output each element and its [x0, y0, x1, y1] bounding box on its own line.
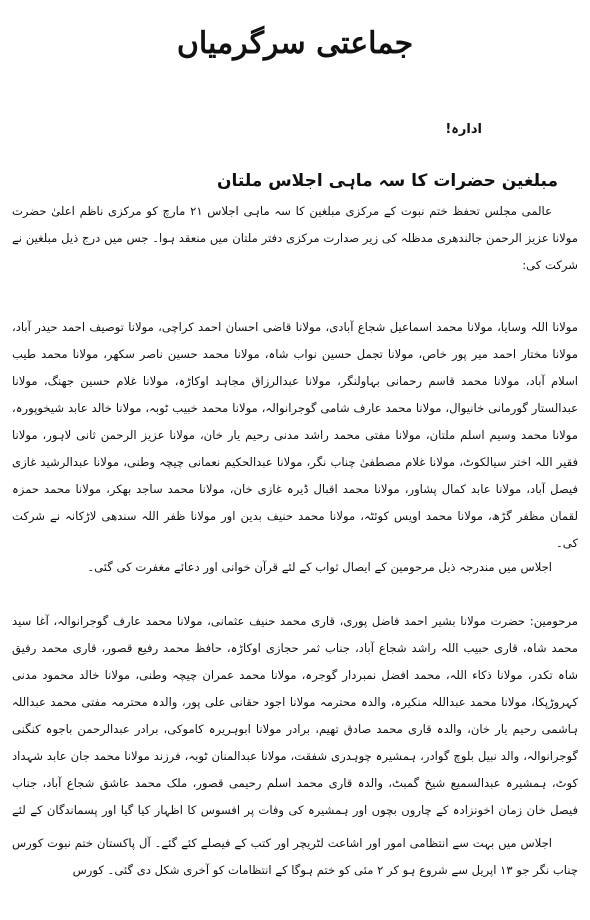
intro-paragraph: عالمی مجلس تحفظ ختم نبوت کے مرکزی مبلغین کا سہ ماہی اجلاس ۲۱ مارچ کو مرکزی ناظم اعلیٰ حضرت مولانا عزیز الرحمن جالندھری مدظلہ کی زیر صدارت مرکزی دفتر ملتان میں منعقد ہوا۔ جس میں درج ذیل مبلغین نے شرکت کی:	[12, 204, 578, 272]
byline: ادارہ!	[445, 122, 482, 137]
section-heading: مبلغین حضرات کا سہ ماہی اجلاس ملتان	[217, 171, 558, 191]
page-title: جماعتی سرگرمیاں	[176, 26, 414, 61]
attendees-paragraph: مولانا اللہ وسایا، مولانا محمد اسماعیل شجاع آبادی، مولانا قاضی احسان احمد کراچی، مولانا توصیف احمد حیدر آباد، مولانا مختار احمد میر پور خاص، مولانا تجمل حسین نواب شاہ، مولانا محمد حسین ناصر سکھر، مولانا محمد طیب اسلام آباد، مولانا محمد قاسم رحمانی بہاولنگر، مولانا عبدالرزاق مجاہد اوکاڑہ، مولانا غلام حسین جھنگ، مولانا عبدالستار گورمانی خانیوال، مولانا محمد عارف شامی گوجرانوالہ، مولانا محمد خبیب ٹوبہ، مولانا خالد عابد شیخوپورہ، مولانا محمد وسیم اسلم ملتان، مولانا مفتی محمد راشد مدنی رحیم یار خان، مولانا عزیز الرحمن ثانی لاہور، مولانا فقیر اللہ اختر سیالکوٹ، مولانا غلام مصطفیٰ چناب نگر، مولانا عبدالحکیم نعمانی چیچہ وطنی، مولانا عبدالرشید غازی فیصل آباد، مولانا عابد کمال پشاور، مولانا محمد اقبال ڈیرہ غازی خان، مولانا محمد ساجد بھکر، مولانا محمد حمزہ لقمان مظفر گڑھ، مولانا محمد اویس کوئٹہ، مولانا محمد حنیف بدین اور مولانا ظفر اللہ سندھی لاڑکانہ نے شرکت کی۔	[12, 320, 578, 550]
decisions-paragraph: اجلاس میں بہت سے انتظامی امور اور اشاعت لٹریچر اور کتب کے فیصلے کئے گئے۔ آل پاکستان ختم نبوت کورس چناب نگر جو ۱۳ اپریل سے شروع ہو کر ۲ مئی کو ختم ہوگا کے انتظامات کو آخری شکل دی گئی۔ کورس	[12, 836, 578, 877]
deceased-list-paragraph: مرحومین: حضرت مولانا بشیر احمد فاضل پوری، قاری محمد حنیف عثمانی، مولانا محمد عارف گوجرانوالہ، آغا سید محمد شاہ، قاری حبیب اللہ راشد شجاع آباد، جناب ثمر حجازی اوکاڑہ، حافظ محمد رفیع قصور، قاری محمد رفیق شاہ تکدر، مولانا ذکاء اللہ، محمد افضل نمبردار گوجرہ، مولانا محمد عمران چیچہ وطنی، مولانا خالد محمود مدنی کہروڑپکا، مولانا محمد عبداللہ منکیرہ، والدہ محترمہ مولانا اجود حقانی علی پور، والدہ محترمہ مفتی محمد عبداللہ ہاشمی رحیم یار خان، والدہ قاری محمد صادق تھیم، برادر مولانا ابوہریرہ کاموکی، برادر عبدالرحمن باجوہ کنگنی گوجرانوالہ، والد نبیل بلوچ گوادر، ہمشیرہ چوہدری شفقت، مولانا عبدالمنان ٹوبہ، فرزند مولانا محمد جان عابد شہداد کوٹ، ہمشیرہ عبدالسمیع شیخ گمبٹ، والدہ قاری محمد اسلم رحیمی قصور، ملک محمد عاشق شجاع آباد، جناب فیصل خان زمان اخونزادہ کے چاروں بچوں اور ہمشیرہ کی وفات پر افسوس کا اظہار کیا گیا اور پسماندگان کے لئے	[12, 614, 578, 817]
prayer-paragraph: اجلاس میں مندرجہ ذیل مرحومین کے ایصال ثواب کے لئے قرآن خوانی اور دعائے مغفرت کی گئی۔	[87, 560, 552, 574]
